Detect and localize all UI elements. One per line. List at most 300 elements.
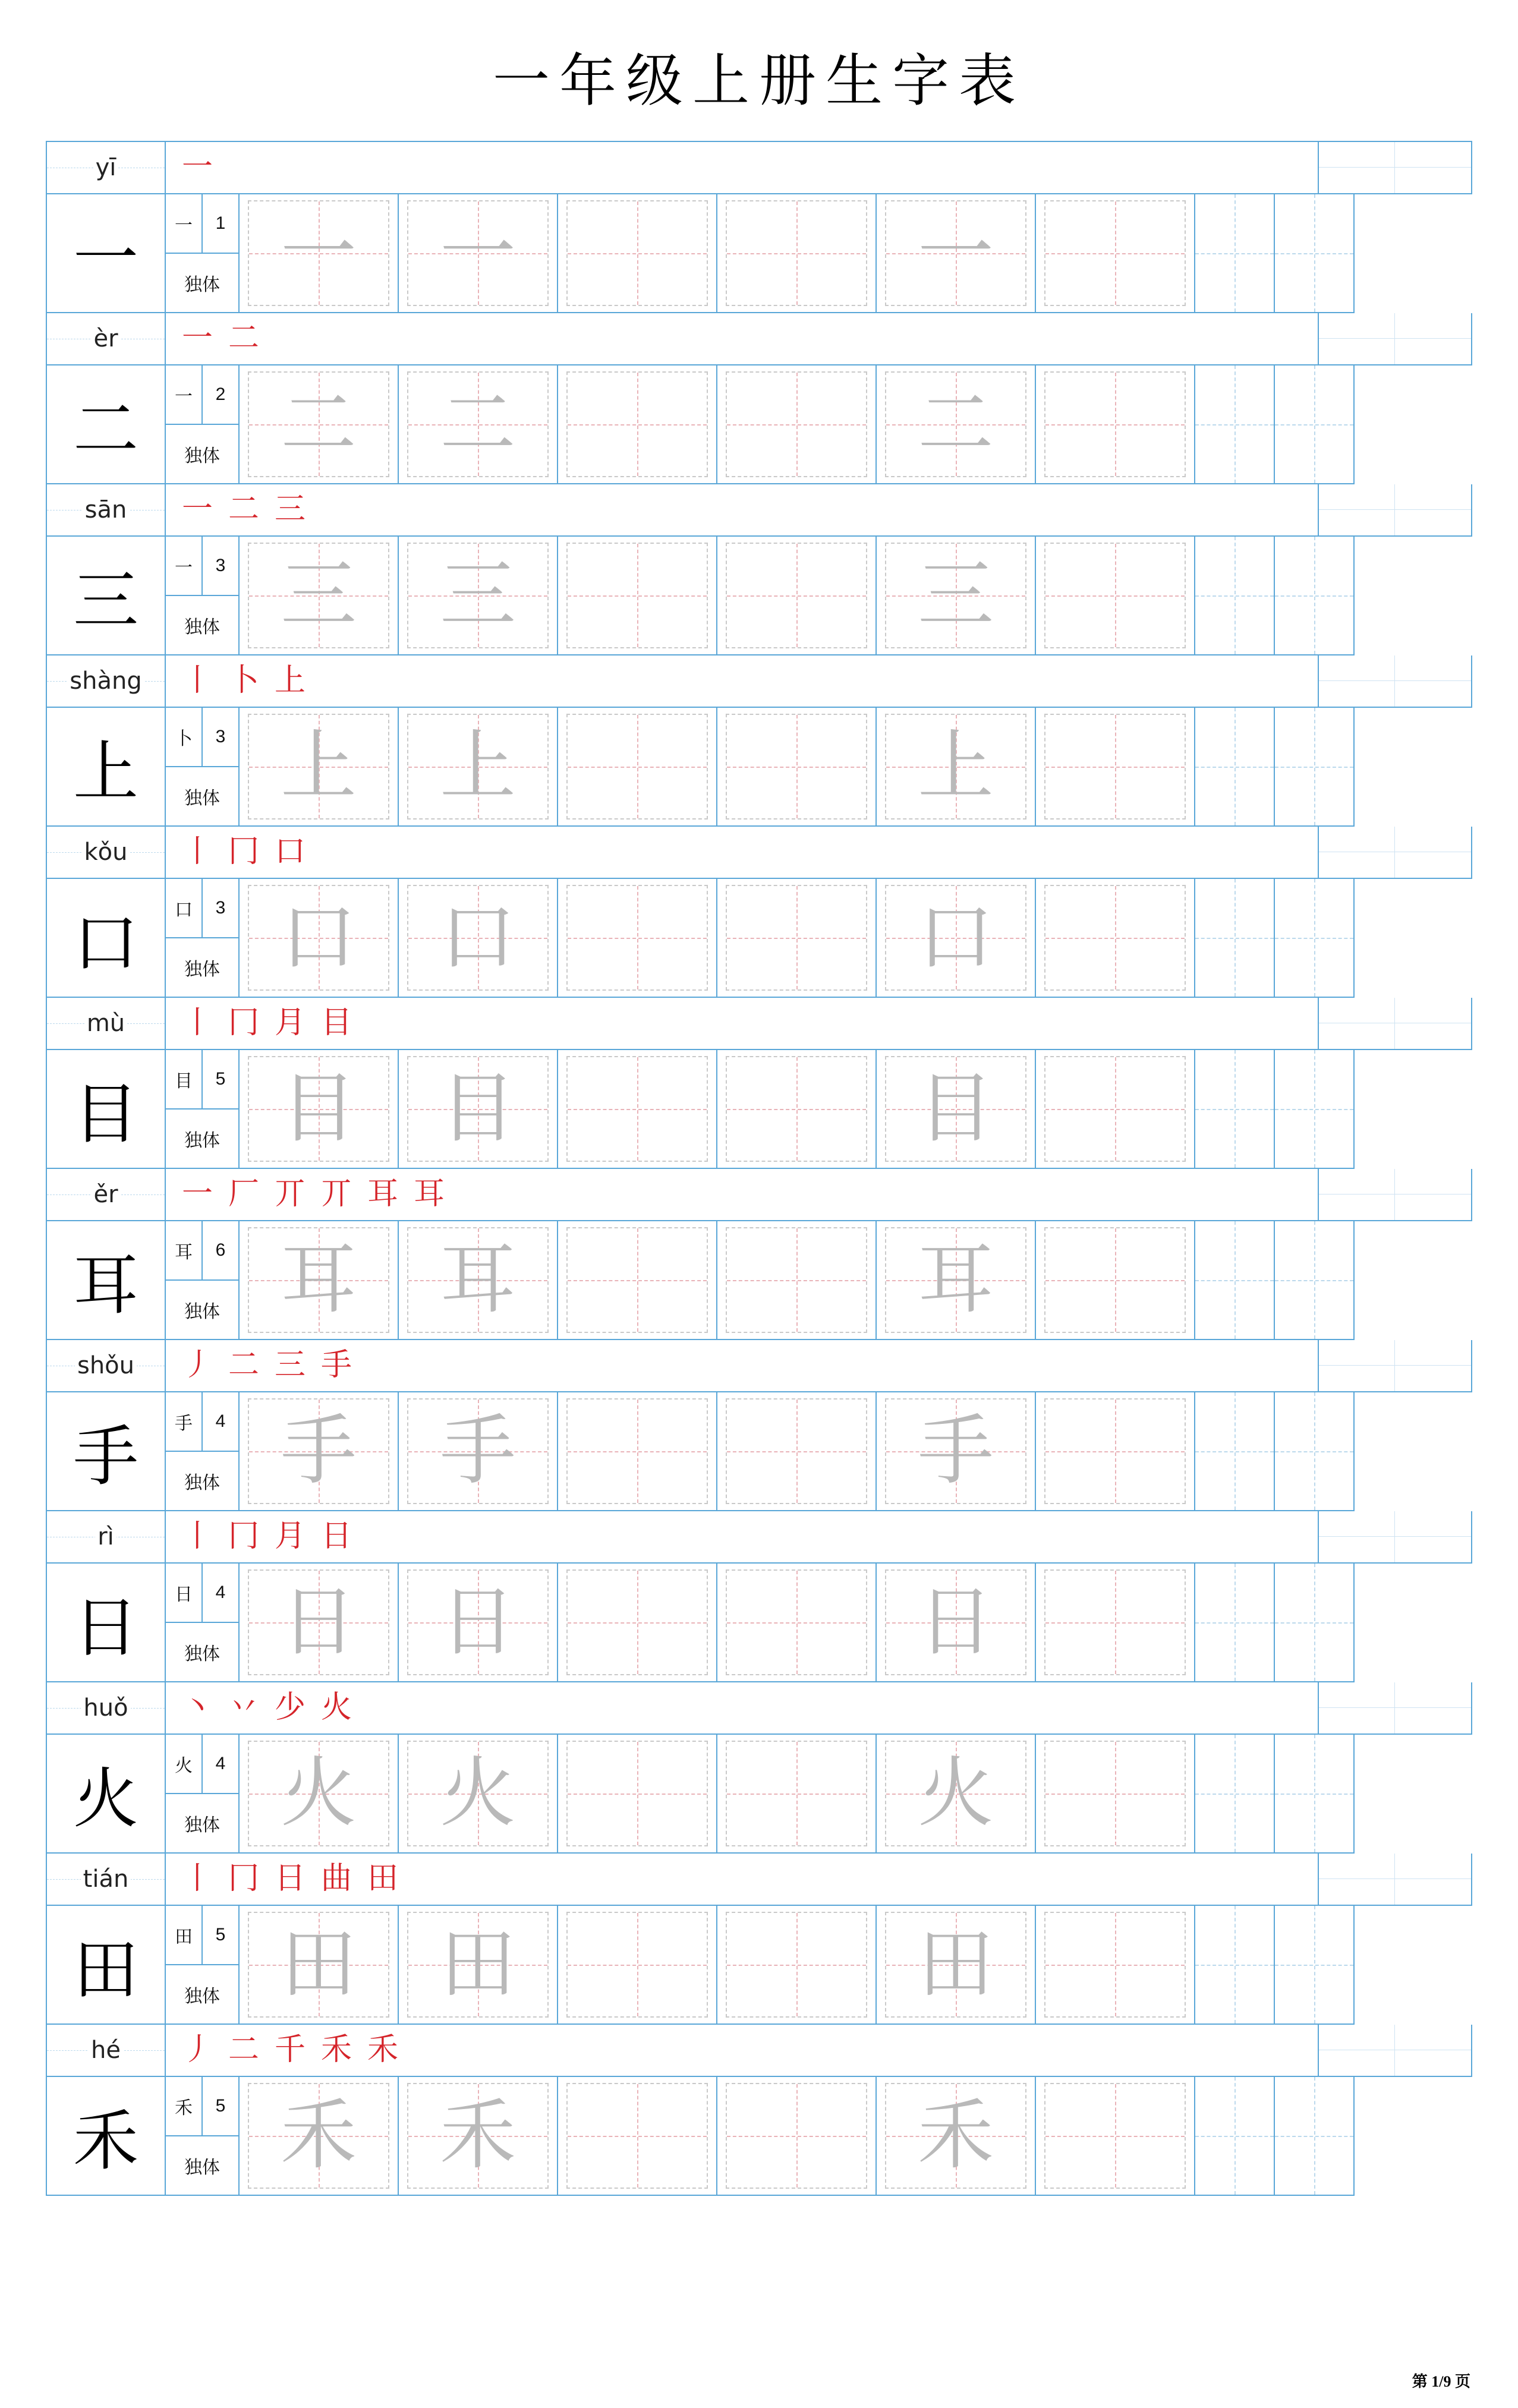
character-block	[47, 1854, 1472, 2025]
stroke-order-row	[47, 998, 1472, 1050]
stroke-order-row	[47, 1340, 1472, 1392]
practice-grid-cell-narrow[interactable]	[1195, 1906, 1275, 2025]
stroke-step: 上	[274, 664, 306, 698]
stroke-sequence	[166, 2025, 1319, 2077]
practice-grid-cell[interactable]	[877, 1392, 1036, 1511]
practice-grid-cell[interactable]	[717, 1735, 877, 1854]
stroke-step: 火	[320, 1691, 352, 1725]
pinyin-cell	[47, 1511, 166, 1564]
pinyin-cell	[47, 998, 166, 1050]
practice-grid-cell[interactable]	[717, 365, 877, 484]
stroke-step: 丌	[274, 1177, 306, 1211]
practice-grid-cell[interactable]	[558, 1050, 717, 1169]
tianzi-guide	[1044, 543, 1186, 648]
stroke-count-value: 5	[215, 1069, 226, 1089]
radical-value: 田	[166, 1906, 203, 1964]
character-block	[47, 1169, 1472, 1340]
practice-grid-cell[interactable]	[240, 1392, 399, 1511]
practice-grid-cell-narrow[interactable]	[1275, 1392, 1355, 1511]
trace-character: 日	[917, 1580, 994, 1665]
stroke-order-row	[47, 1169, 1472, 1221]
pinyin-cell	[47, 827, 166, 879]
practice-grid-cell[interactable]	[877, 708, 1036, 827]
stroke-step: 禾	[367, 2033, 398, 2067]
character-info	[166, 1906, 240, 2025]
character-info	[166, 1564, 240, 1682]
stroke-step: 卜	[228, 664, 259, 698]
stroke-step: 二	[228, 1348, 259, 1382]
practice-grid-cell[interactable]	[240, 1906, 399, 2025]
practice-grid-cell[interactable]	[558, 1221, 717, 1340]
tianzi-guide	[1044, 1056, 1186, 1162]
practice-row	[47, 1735, 1472, 1854]
practice-grid-cell[interactable]	[558, 1392, 717, 1511]
character-info-top	[166, 1050, 238, 1110]
stroke-step: 丨	[181, 1862, 213, 1896]
practice-grid-cell[interactable]	[877, 2077, 1036, 2196]
practice-grid-cell[interactable]	[240, 365, 399, 484]
structure-value: 独体	[184, 1816, 220, 1835]
practice-grid-cell-narrow[interactable]	[1275, 1735, 1355, 1854]
practice-grid-cell-narrow[interactable]	[1275, 1564, 1355, 1682]
stroke-sequence	[166, 827, 1319, 879]
stroke-sequence	[166, 1854, 1319, 1906]
character-info-top	[166, 1735, 238, 1794]
practice-grid-cell[interactable]	[399, 194, 558, 313]
stroke-step: 丶	[181, 1691, 213, 1725]
stroke-count-value: 6	[215, 1240, 226, 1260]
practice-grid-cell-narrow[interactable]	[1275, 1221, 1355, 1340]
practice-grid-cell[interactable]	[240, 1050, 399, 1169]
practice-grid-cell[interactable]	[558, 2077, 717, 2196]
radical-value: 日	[166, 1564, 203, 1622]
trace-character: 一	[280, 211, 357, 295]
practice-grid-cell[interactable]	[558, 1735, 717, 1854]
stroke-count-value: 5	[215, 2096, 226, 2116]
tianzi-guide	[566, 1398, 708, 1504]
tianzi-guide	[1044, 1912, 1186, 2018]
stroke-step: 三	[274, 1348, 306, 1382]
stroke-order-row	[47, 1682, 1472, 1735]
trace-character: 日	[439, 1580, 516, 1665]
character-info-top	[166, 194, 238, 254]
pinyin-text: tián	[81, 1865, 131, 1893]
character-block	[47, 313, 1472, 484]
stroke-sequence	[166, 142, 1319, 194]
stroke-step: 二	[228, 493, 259, 527]
pinyin-cell	[47, 2025, 166, 2077]
stroke-step: 丨	[181, 664, 213, 698]
character-info	[166, 708, 240, 827]
trace-character: 口	[917, 896, 994, 980]
practice-grid-cell[interactable]	[399, 879, 558, 998]
practice-grid-cell[interactable]	[240, 1735, 399, 1854]
character-info-top	[166, 708, 238, 767]
tianzi-guide	[726, 2083, 867, 2189]
stroke-row-tail-cell	[1319, 2025, 1472, 2077]
page-title: 一年级上册生字表	[493, 49, 1025, 113]
practice-grid-cell[interactable]	[399, 1564, 558, 1682]
trace-character: 目	[439, 1067, 516, 1151]
tianzi-guide	[726, 1741, 867, 1846]
practice-grid-cell-narrow[interactable]	[1275, 365, 1355, 484]
practice-grid-cell-narrow[interactable]	[1195, 879, 1275, 998]
model-character: 目	[47, 1050, 166, 1169]
practice-grid-cell[interactable]	[240, 708, 399, 827]
practice-grid-cell[interactable]	[1036, 879, 1195, 998]
pinyin-text: èr	[91, 325, 120, 352]
practice-grid-cell[interactable]	[717, 1221, 877, 1340]
practice-grid-cell-narrow[interactable]	[1195, 2077, 1275, 2196]
character-block	[47, 655, 1472, 827]
practice-grid-cell[interactable]	[240, 879, 399, 998]
practice-grid-cell[interactable]	[399, 365, 558, 484]
practice-grid-cell-narrow[interactable]	[1195, 1392, 1275, 1511]
stroke-step: 三	[274, 493, 306, 527]
practice-grid-cell[interactable]	[399, 1735, 558, 1854]
trace-character: 火	[439, 1751, 516, 1836]
practice-grid-cell[interactable]	[1036, 537, 1195, 655]
practice-grid-cell-narrow[interactable]	[1275, 1050, 1355, 1169]
character-info	[166, 537, 240, 655]
practice-row	[47, 1392, 1472, 1511]
practice-row	[47, 365, 1472, 484]
radical-value: 目	[166, 1050, 203, 1108]
practice-row	[47, 1221, 1472, 1340]
stroke-order-row	[47, 827, 1472, 879]
tianzi-guide	[1044, 1227, 1186, 1333]
practice-grid-cell[interactable]	[558, 1564, 717, 1682]
practice-row	[47, 2077, 1472, 2196]
tianzi-guide	[566, 2083, 708, 2189]
stroke-sequence	[166, 655, 1319, 708]
stroke-step: 丌	[320, 1177, 352, 1211]
stroke-step: 一	[181, 1177, 213, 1211]
tianzi-guide	[1044, 1569, 1186, 1675]
structure-value: 独体	[184, 1987, 220, 2006]
practice-grid-cell[interactable]	[877, 1906, 1036, 2025]
stroke-step: 丿	[181, 2033, 213, 2067]
stroke-step: 日	[274, 1862, 306, 1896]
trace-character: 上	[917, 724, 994, 809]
practice-grid-cell[interactable]	[877, 194, 1036, 313]
practice-grid-cell[interactable]	[399, 708, 558, 827]
practice-grid-cell[interactable]	[717, 879, 877, 998]
tianzi-guide	[726, 1912, 867, 2018]
practice-grid-cell-narrow[interactable]	[1195, 194, 1275, 313]
tianzi-guide	[1044, 1741, 1186, 1846]
stroke-count-value: 3	[215, 727, 226, 746]
structure-value: 独体	[184, 1473, 220, 1493]
practice-grid-cell-narrow[interactable]	[1195, 1050, 1275, 1169]
trace-character: 三	[439, 553, 516, 638]
tianzi-guide	[1044, 1398, 1186, 1504]
radical-value: 口	[166, 879, 203, 937]
radical-value: 禾	[166, 2077, 203, 2135]
trace-character: 手	[917, 1409, 994, 1493]
practice-grid-cell-narrow[interactable]	[1195, 365, 1275, 484]
character-info-top	[166, 537, 238, 596]
character-info-top	[166, 1221, 238, 1281]
character-info	[166, 365, 240, 484]
practice-grid-cell[interactable]	[877, 1221, 1036, 1340]
stroke-row-tail-cell	[1319, 1169, 1472, 1221]
practice-grid-cell[interactable]	[1036, 1564, 1195, 1682]
model-character: 禾	[47, 2077, 166, 2196]
practice-grid-cell[interactable]	[1036, 1392, 1195, 1511]
pinyin-cell	[47, 1340, 166, 1392]
stroke-order-row	[47, 484, 1472, 537]
practice-grid-cell-narrow[interactable]	[1275, 2077, 1355, 2196]
character-info-top	[166, 1906, 238, 1965]
practice-grid-cell[interactable]	[717, 1392, 877, 1511]
practice-grid-cell-narrow[interactable]	[1275, 1906, 1355, 2025]
practice-grid-cell[interactable]	[240, 537, 399, 655]
tianzi-guide	[726, 714, 867, 820]
practice-grid-cell[interactable]	[1036, 1221, 1195, 1340]
practice-row	[47, 879, 1472, 998]
pinyin-cell	[47, 142, 166, 194]
stroke-step: 一	[181, 493, 213, 527]
stroke-step: 冂	[228, 1520, 259, 1553]
stroke-count-value: 1	[215, 213, 226, 233]
practice-grid-cell[interactable]	[558, 1906, 717, 2025]
trace-character: 耳	[439, 1238, 516, 1322]
practice-grid-cell[interactable]	[1036, 2077, 1195, 2196]
trace-character: 耳	[280, 1238, 357, 1322]
stroke-sequence	[166, 1169, 1319, 1221]
trace-character: 手	[439, 1409, 516, 1493]
stroke-row-tail-cell	[1319, 998, 1472, 1050]
model-character: 口	[47, 879, 166, 998]
practice-grid-cell[interactable]	[1036, 708, 1195, 827]
practice-grid-cell-narrow[interactable]	[1195, 1564, 1275, 1682]
trace-character: 口	[439, 896, 516, 980]
practice-grid-cell[interactable]	[877, 537, 1036, 655]
pinyin-text: hé	[89, 2037, 123, 2064]
structure-value: 独体	[184, 1302, 220, 1322]
practice-grid-cell[interactable]	[240, 1221, 399, 1340]
practice-grid-cell[interactable]	[717, 708, 877, 827]
tianzi-guide	[566, 1227, 708, 1333]
trace-character: 上	[280, 724, 357, 809]
practice-grid-cell[interactable]	[717, 537, 877, 655]
practice-grid-cell[interactable]	[558, 879, 717, 998]
practice-grid-cell[interactable]	[399, 1221, 558, 1340]
practice-grid-cell[interactable]	[558, 194, 717, 313]
practice-grid-cell[interactable]	[240, 2077, 399, 2196]
stroke-step: 耳	[367, 1177, 398, 1211]
stroke-step: 禾	[320, 2033, 352, 2067]
trace-character: 日	[280, 1580, 357, 1665]
stroke-step: 丷	[228, 1691, 259, 1725]
stroke-sequence	[166, 998, 1319, 1050]
stroke-step: 丨	[181, 835, 213, 869]
practice-row	[47, 537, 1472, 655]
practice-grid-cell-narrow[interactable]	[1275, 537, 1355, 655]
tianzi-guide	[566, 1912, 708, 2018]
stroke-step: 二	[228, 322, 259, 355]
tianzi-guide	[1044, 714, 1186, 820]
stroke-row-tail-cell	[1319, 1854, 1472, 1906]
stroke-step: 月	[274, 1006, 306, 1040]
trace-character: 目	[280, 1067, 357, 1151]
character-info-top	[166, 1392, 238, 1452]
trace-character: 火	[280, 1751, 357, 1836]
practice-grid-cell[interactable]	[717, 1564, 877, 1682]
trace-character: 目	[917, 1067, 994, 1151]
pinyin-text: yī	[93, 154, 119, 181]
practice-grid-cell[interactable]	[399, 537, 558, 655]
tianzi-guide	[726, 1227, 867, 1333]
stroke-sequence	[166, 1340, 1319, 1392]
pinyin-cell	[47, 1854, 166, 1906]
practice-grid-cell[interactable]	[1036, 365, 1195, 484]
tianzi-guide	[726, 1398, 867, 1504]
tianzi-guide	[566, 885, 708, 991]
practice-row	[47, 1564, 1472, 1682]
practice-grid-cell[interactable]	[558, 365, 717, 484]
practice-row	[47, 1050, 1472, 1169]
character-info	[166, 1221, 240, 1340]
stroke-step: 丿	[181, 1348, 213, 1382]
practice-row	[47, 708, 1472, 827]
practice-grid-cell-narrow[interactable]	[1195, 708, 1275, 827]
radical-value: 火	[166, 1735, 203, 1793]
stroke-row-tail-cell	[1319, 827, 1472, 879]
model-character: 耳	[47, 1221, 166, 1340]
tianzi-guide	[726, 200, 867, 306]
practice-grid-cell[interactable]	[877, 365, 1036, 484]
trace-character: 手	[280, 1409, 357, 1493]
trace-character: 二	[917, 382, 994, 467]
practice-row	[47, 194, 1472, 313]
trace-character: 二	[439, 382, 516, 467]
stroke-sequence	[166, 1682, 1319, 1735]
character-info-top	[166, 1564, 238, 1623]
character-info	[166, 879, 240, 998]
character-info-top	[166, 2077, 238, 2136]
radical-value: 一	[166, 194, 203, 253]
stroke-step: 口	[274, 835, 306, 869]
stroke-row-tail-cell	[1319, 1340, 1472, 1392]
practice-grid-cell[interactable]	[399, 2077, 558, 2196]
radical-value: 手	[166, 1392, 203, 1451]
trace-character: 口	[280, 896, 357, 980]
practice-grid-cell-narrow[interactable]	[1275, 879, 1355, 998]
stroke-sequence	[166, 484, 1319, 537]
stroke-count-value: 4	[215, 1583, 226, 1602]
trace-character: 火	[917, 1751, 994, 1836]
practice-grid-cell[interactable]	[717, 1050, 877, 1169]
practice-grid-cell[interactable]	[1036, 1735, 1195, 1854]
model-character: 三	[47, 537, 166, 655]
pinyin-text: mù	[84, 1010, 127, 1037]
practice-grid-cell[interactable]	[240, 194, 399, 313]
pinyin-cell	[47, 1682, 166, 1735]
practice-grid-cell-narrow[interactable]	[1195, 1735, 1275, 1854]
practice-grid-cell-narrow[interactable]	[1275, 194, 1355, 313]
stroke-step: 一	[181, 150, 213, 184]
trace-character: 上	[439, 724, 516, 809]
stroke-step: 耳	[413, 1177, 445, 1211]
stroke-step: 田	[367, 1862, 398, 1896]
practice-grid-cell[interactable]	[1036, 194, 1195, 313]
trace-character: 禾	[439, 2094, 516, 2178]
practice-grid-cell[interactable]	[1036, 1906, 1195, 2025]
tianzi-guide	[1044, 200, 1186, 306]
stroke-count-value: 4	[215, 1754, 226, 1773]
trace-character: 三	[917, 553, 994, 638]
radical-value: 一	[166, 537, 203, 595]
practice-grid-cell[interactable]	[558, 708, 717, 827]
practice-grid-cell[interactable]	[877, 1050, 1036, 1169]
stroke-step: 一	[181, 322, 213, 355]
pinyin-text: huǒ	[81, 1694, 130, 1722]
structure-value: 独体	[184, 446, 220, 466]
stroke-step: 丨	[181, 1520, 213, 1553]
stroke-step: 少	[274, 1691, 306, 1725]
tianzi-guide	[726, 543, 867, 648]
practice-grid-cell[interactable]	[399, 1392, 558, 1511]
stroke-sequence	[166, 1511, 1319, 1564]
practice-grid-cell[interactable]	[399, 1050, 558, 1169]
practice-grid-cell[interactable]	[717, 194, 877, 313]
practice-grid-cell[interactable]	[877, 879, 1036, 998]
practice-grid-cell-narrow[interactable]	[1275, 708, 1355, 827]
character-info	[166, 1392, 240, 1511]
character-info	[166, 1050, 240, 1169]
tianzi-guide	[566, 200, 708, 306]
trace-character: 田	[280, 1922, 357, 2007]
trace-character: 二	[280, 382, 357, 467]
tianzi-guide	[726, 885, 867, 991]
stroke-order-row	[47, 1511, 1472, 1564]
character-info	[166, 194, 240, 313]
stroke-row-tail-cell	[1319, 1682, 1472, 1735]
practice-grid-cell[interactable]	[877, 1564, 1036, 1682]
pinyin-cell	[47, 313, 166, 365]
practice-grid-cell[interactable]	[240, 1564, 399, 1682]
trace-character: 禾	[917, 2094, 994, 2178]
stroke-row-tail-cell	[1319, 1511, 1472, 1564]
practice-grid-cell[interactable]	[1036, 1050, 1195, 1169]
practice-grid-cell[interactable]	[877, 1735, 1036, 1854]
tianzi-guide	[1044, 371, 1186, 477]
practice-grid-cell[interactable]	[717, 1906, 877, 2025]
trace-character: 田	[917, 1922, 994, 2007]
stroke-step: 厂	[228, 1177, 259, 1211]
practice-grid-cell-narrow[interactable]	[1195, 1221, 1275, 1340]
character-block	[47, 827, 1472, 998]
tianzi-guide	[1044, 2083, 1186, 2189]
stroke-count-value: 3	[215, 898, 226, 918]
practice-grid-cell[interactable]	[399, 1906, 558, 2025]
pinyin-text: shàng	[67, 667, 144, 695]
character-info	[166, 1735, 240, 1854]
trace-character: 三	[280, 553, 357, 638]
practice-grid-cell[interactable]	[558, 537, 717, 655]
practice-grid-cell-narrow[interactable]	[1195, 537, 1275, 655]
character-block	[47, 1682, 1472, 1854]
pinyin-text: kǒu	[82, 839, 130, 866]
radical-value: 卜	[166, 708, 203, 766]
radical-value: 一	[166, 365, 203, 424]
tianzi-guide	[566, 1741, 708, 1846]
structure-value: 独体	[184, 275, 220, 295]
practice-grid-cell[interactable]	[717, 2077, 877, 2196]
stroke-step: 二	[228, 2033, 259, 2067]
